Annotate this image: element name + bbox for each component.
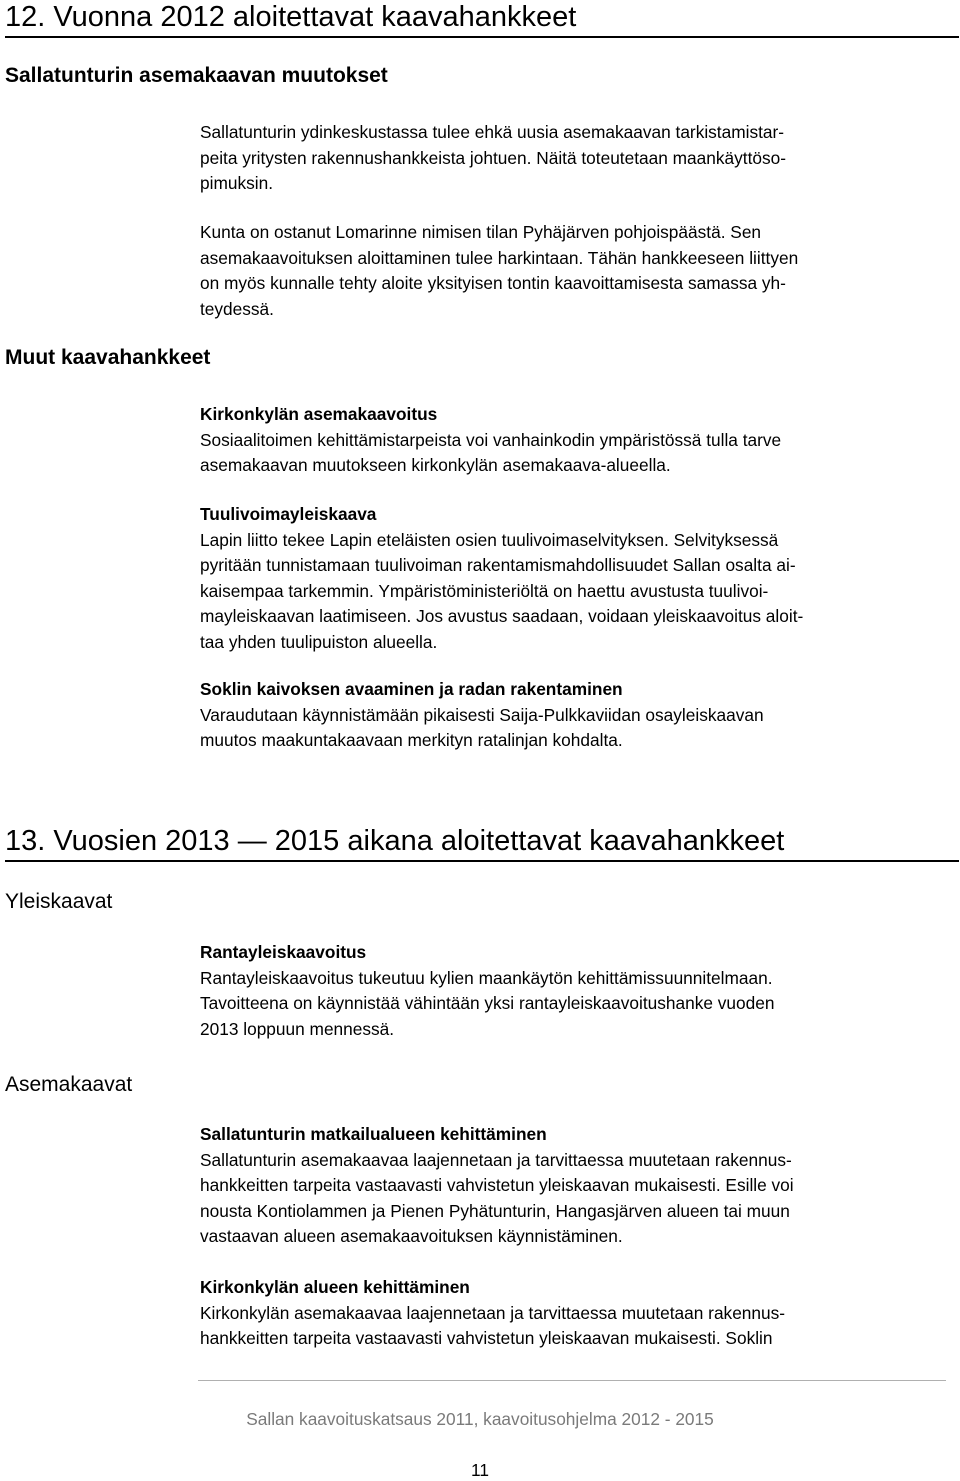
section-13-rule xyxy=(5,860,959,862)
text-line: peita yritysten rakennushankkeista johtuen. Näitä toteutetaan maankäyttöso- xyxy=(200,147,786,168)
text-line: mayleiskaavan laatimiseen. Jos avustus saadaan, voidaan yleiskaavoitus aloit- xyxy=(200,606,804,626)
text-line: Tavoitteena on käynnistää vähintään yksi rantayleiskaavoitushanke vuoden xyxy=(200,993,775,1013)
block-tuulivoimayleiskaava xyxy=(200,502,950,655)
block-kirkonkyla-asemakaavoitus xyxy=(200,402,950,479)
text-line: vastaavan alueen asemakaavoituksen käynnistäminen. xyxy=(200,1226,623,1246)
section-12-heading xyxy=(5,0,576,34)
side-label-asemakaavat: Asemakaavat xyxy=(5,1073,133,1096)
block-heading: Kirkonkylän asemakaavoitus xyxy=(200,404,438,424)
section-13-title: Vuosien 2013 — 2015 aikana aloitettavat kaavahankkeet xyxy=(53,825,785,857)
section-13-number: 13. xyxy=(5,825,46,857)
text-line: nousta Kontiolammen ja Pienen Pyhätunturin, Hangasjärven alueen tai muun xyxy=(200,1200,790,1221)
block-heading: Kirkonkylän alueen kehittäminen xyxy=(200,1277,470,1297)
block-heading: Tuulivoimayleiskaava xyxy=(200,504,377,524)
block-kirkonkyla-alue xyxy=(200,1275,950,1352)
paragraph-lomarinne xyxy=(200,220,950,322)
text-line: Sosiaalitoimen kehittämistarpeista voi vanhainkodin ympäristössä tulla tarve xyxy=(200,429,782,450)
block-heading: Rantayleiskaavoitus xyxy=(200,942,367,962)
text-line: Lapin liitto tekee Lapin eteläisten osien tuulivoimaselvityksen. Selvityksessä xyxy=(200,529,779,550)
text-line: pimuksin. xyxy=(200,173,273,193)
side-label-yleiskaavat: Yleiskaavat xyxy=(5,890,113,913)
block-heading: Soklin kaivoksen avaaminen ja radan rakentaminen xyxy=(200,679,623,699)
text-line: hankkeitten tarpeita vastaavasti vahvistetun yleiskaavan mukaisesti. Esille voi xyxy=(200,1175,794,1195)
footer-rule xyxy=(198,1380,946,1381)
block-sallatunturi-matkailualue xyxy=(200,1122,950,1250)
section-12-title: Vuonna 2012 aloitettavat kaavahankkeet xyxy=(53,1,577,33)
text-line: on myös kunnalle tehty aloite yksityisen tontin kaavoittamisesta samassa yh- xyxy=(200,273,786,293)
text-line: Sallatunturin asemakaavaa laajennetaan ja tarvittaessa muutetaan rakennus- xyxy=(200,1149,792,1170)
text-line: Kunta on ostanut Lomarinne nimisen tilan Pyhäjärven pohjoispäästä. Sen xyxy=(200,222,762,242)
text-line: hankkeitten tarpeita vastaavasti vahvistetun yleiskaavan mukaisesti. Soklin xyxy=(200,1328,773,1348)
sallatunturi-subheading: Sallatunturin asemakaavan muutokset xyxy=(5,64,388,87)
page-number: 11 xyxy=(471,1460,489,1480)
text-line: Rantayleiskaavoitus tukeutuu kylien maankäytön kehittämissuunnitelmaan. xyxy=(200,967,773,988)
block-heading: Sallatunturin matkailualueen kehittäminen xyxy=(200,1124,547,1144)
text-line: muutos maakuntakaavaan merkityn ratalinjan kohdalta. xyxy=(200,730,623,750)
text-line: teydessä. xyxy=(200,298,274,319)
footer-text: Sallan kaavoituskatsaus 2011, kaavoitusohjelma 2012 - 2015 xyxy=(246,1409,714,1429)
section-12-rule xyxy=(5,36,959,38)
text-line: pyritään tunnistamaan tuulivoiman rakentamismahdollisuudet Sallan osalta ai- xyxy=(200,555,796,575)
text-line: asemakaavoituksen aloittaminen tulee harkintaan. Tähän hankkeeseen liittyen xyxy=(200,247,799,268)
text-line: kaisempaa tarkemmin. Ympäristöministeriöltä on haettu avustusta tuulivoi- xyxy=(200,580,769,601)
text-line: Sallatunturin ydinkeskustassa tulee ehkä uusia asemakaavan tarkistamistar- xyxy=(200,122,785,142)
text-line: Kirkonkylän asemakaavaa laajennetaan ja tarvittaessa muutetaan rakennus- xyxy=(200,1302,786,1323)
side-label-muut-kaavahankkeet: Muut kaavahankkeet xyxy=(5,346,211,369)
text-line: asemakaavan muutokseen kirkonkylän asemakaava-alueella. xyxy=(200,455,671,475)
section-13-heading xyxy=(5,824,784,858)
paragraph-sallatunturi xyxy=(200,120,950,197)
text-line: 2013 loppuun mennessä. xyxy=(200,1018,395,1039)
block-rantayleiskaavoitus xyxy=(200,940,950,1042)
block-sokli xyxy=(200,677,950,754)
section-12-number: 12. xyxy=(5,1,46,33)
text-line: taa yhden tuulipuiston alueella. xyxy=(200,631,438,652)
text-line: Varaudutaan käynnistämään pikaisesti Saija-Pulkkaviidan osayleiskaavan xyxy=(200,704,764,725)
